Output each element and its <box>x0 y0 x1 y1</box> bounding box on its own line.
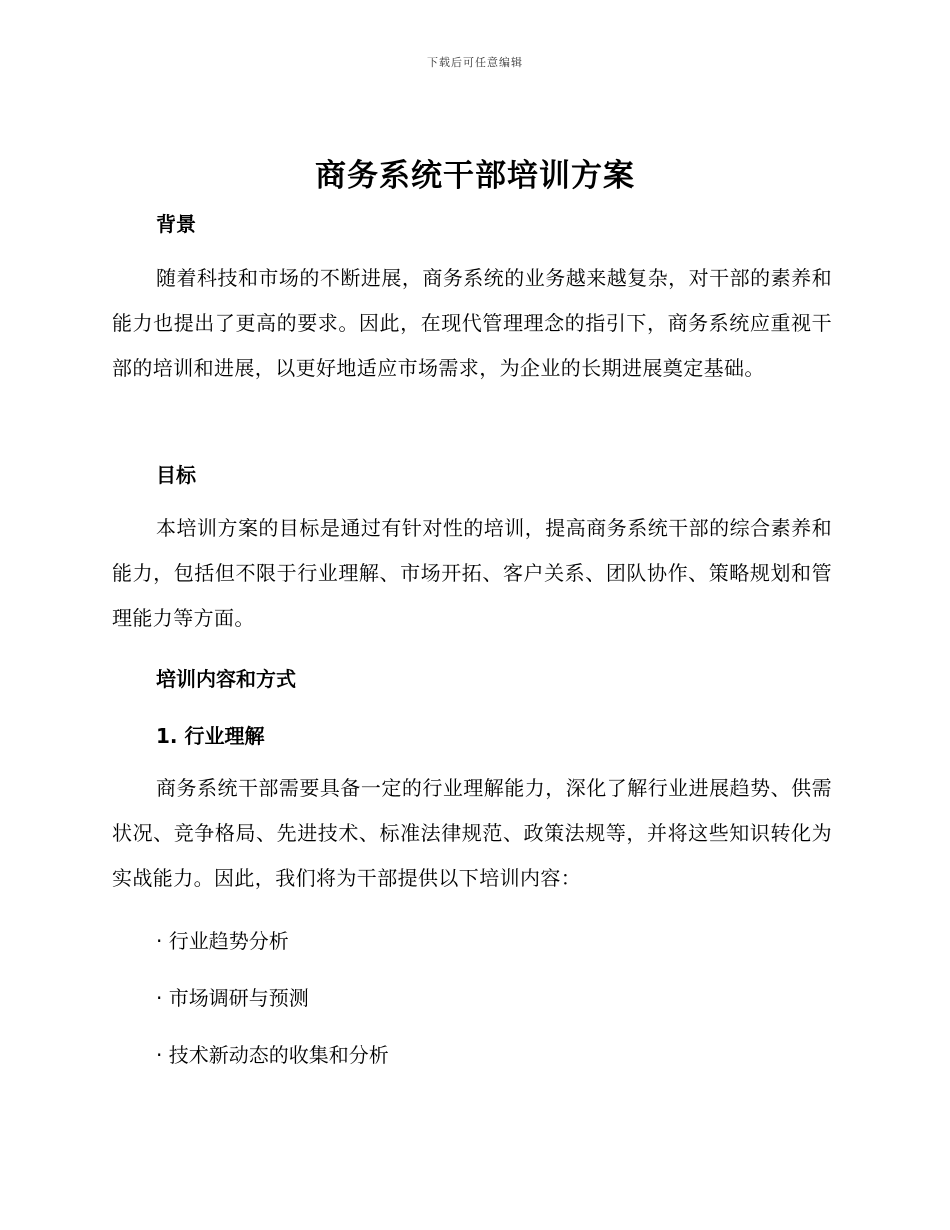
paragraph-goal: 本培训方案的目标是通过有针对性的培训，提高商务系统干部的综合素养和能力，包括但不限于行业理解、市场开拓、客户关系、团队协作、策略规划和管理能力等方面。 <box>112 516 832 630</box>
subsection-heading-industry: 1. 行业理解 <box>156 724 265 748</box>
section-heading-background: 背景 <box>156 212 196 236</box>
header-note: 下载后可任意编辑 <box>427 56 523 69</box>
paragraph-industry: 商务系统干部需要具备一定的行业理解能力，深化了解行业进展趋势、供需状况、竞争格局、先进技术、标准法律规范、政策法规等，并将这些知识转化为实战能力。因此，我们将为干部提供以下培训内容： <box>112 776 832 890</box>
list-item: · 行业趋势分析 <box>156 929 289 953</box>
document-title: 商务系统干部培训方案 <box>315 158 635 194</box>
section-heading-goal: 目标 <box>156 463 196 487</box>
list-item: · 技术新动态的收集和分析 <box>156 1043 389 1067</box>
paragraph-background: 随着科技和市场的不断进展，商务系统的业务越来越复杂，对干部的素养和能力也提出了更高的要求。因此，在现代管理理念的指引下，商务系统应重视干部的培训和进展，以更好地适应市场需求，为企业的长期进展奠定基础。 <box>112 266 832 380</box>
section-heading-content: 培训内容和方式 <box>156 667 296 691</box>
list-item: · 市场调研与预测 <box>156 986 309 1010</box>
